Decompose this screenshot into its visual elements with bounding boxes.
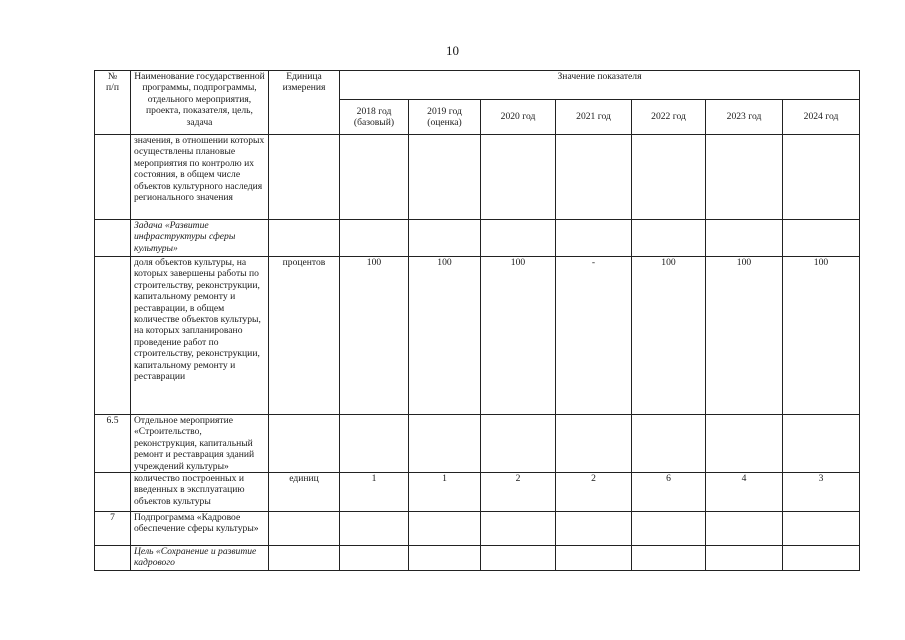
row-value: 100	[340, 257, 409, 415]
row-num: 7	[95, 512, 131, 546]
header-year-label: 2024 год	[803, 111, 839, 123]
row-name: доля объектов культуры, на которых завершены работы по строительству, реконструкции, капитальному ремонту и реставрации, в общем количестве объектов культуры, на которых запланировано проведение работ по строительству, реконструкции, капитальному ремонту и реставрации	[131, 257, 269, 415]
row-value: 2	[556, 473, 632, 512]
row-value: 100	[481, 257, 556, 415]
header-year-label: 2022 год	[651, 111, 686, 123]
header-year	[556, 100, 632, 135]
row-value	[481, 546, 556, 571]
row-value	[556, 512, 632, 546]
header-year-label: 2018 год	[356, 105, 392, 117]
row-num	[95, 257, 131, 415]
row-value	[706, 546, 783, 571]
header-year	[632, 100, 706, 135]
row-value	[632, 220, 706, 257]
row-value: 2	[481, 473, 556, 512]
header-year	[481, 100, 556, 135]
row-name: Цель «Сохранение и развитие кадрового	[131, 546, 269, 571]
table-row	[95, 135, 860, 220]
row-value: 100	[783, 257, 860, 415]
row-value: -	[556, 257, 632, 415]
header-year-sub: (базовый)	[353, 117, 395, 128]
row-num	[95, 546, 131, 571]
row-value	[340, 546, 409, 571]
row-value	[783, 220, 860, 257]
row-unit	[269, 546, 340, 571]
row-value: 4	[706, 473, 783, 512]
row-name: Отдельное мероприятие «Строительство, реконструкция, капитальный ремонт и реставрация зданий учреждений культуры»	[131, 415, 269, 473]
header-year-label: 2021 год	[576, 111, 611, 123]
header-unit: Единица измерения	[269, 71, 340, 135]
row-num	[95, 473, 131, 512]
row-value	[556, 220, 632, 257]
row-num	[95, 220, 131, 257]
table-row	[95, 473, 860, 512]
row-value: 100	[409, 257, 481, 415]
row-unit	[269, 415, 340, 473]
row-value: 1	[409, 473, 481, 512]
header-value-group: Значение показателя	[340, 71, 860, 100]
table-row	[95, 512, 860, 546]
indicator-table	[94, 70, 860, 571]
row-value	[556, 546, 632, 571]
header-year	[409, 100, 481, 135]
row-value	[783, 415, 860, 473]
row-value	[632, 415, 706, 473]
row-unit	[269, 135, 340, 220]
row-value: 1	[340, 473, 409, 512]
row-value: 3	[783, 473, 860, 512]
row-value	[632, 512, 706, 546]
header-year	[783, 100, 860, 135]
row-name: значения, в отношении которых осуществлены плановые мероприятия по контролю их состояния, в общем числе объектов культурного наследия регионального значения	[131, 135, 269, 220]
row-name: количество построенных и введенных в эксплуатацию объектов культуры	[131, 473, 269, 512]
table-row	[95, 257, 860, 415]
page-number: 10	[446, 43, 459, 58]
row-value: 100	[706, 257, 783, 415]
header-year	[706, 100, 783, 135]
header-year	[340, 100, 409, 135]
header-year-label: 2023 год	[726, 111, 762, 123]
row-value	[556, 415, 632, 473]
row-num: 6.5	[95, 415, 131, 473]
row-value	[409, 135, 481, 220]
row-value	[706, 220, 783, 257]
row-value	[340, 135, 409, 220]
row-unit: единиц	[269, 473, 340, 512]
row-num	[95, 135, 131, 220]
row-value	[409, 220, 481, 257]
table-row	[95, 546, 860, 571]
row-value	[556, 135, 632, 220]
row-value	[340, 220, 409, 257]
row-value	[706, 415, 783, 473]
header-year-label: 2020 год	[500, 111, 536, 123]
row-unit: процентов	[269, 257, 340, 415]
row-value	[481, 135, 556, 220]
row-value: 100	[632, 257, 706, 415]
row-value	[706, 512, 783, 546]
row-value	[632, 546, 706, 571]
table-row	[95, 415, 860, 473]
row-value	[340, 512, 409, 546]
row-value	[481, 220, 556, 257]
row-name: Подпрограмма «Кадровое обеспечение сферы культуры»	[131, 512, 269, 546]
header-name: Наименование государственной программы, подпрограммы, отдельного мероприятия, проекта, показателя, цель, задача	[131, 71, 269, 135]
row-value	[409, 415, 481, 473]
row-value	[481, 512, 556, 546]
row-name: Задача «Развитие инфраструктуры сферы культуры»	[131, 220, 269, 257]
header-num: № п/п	[95, 71, 131, 135]
row-value	[340, 415, 409, 473]
row-value	[409, 546, 481, 571]
row-value	[783, 135, 860, 220]
row-value: 6	[632, 473, 706, 512]
row-value	[481, 415, 556, 473]
row-unit	[269, 220, 340, 257]
row-value	[706, 135, 783, 220]
row-unit	[269, 512, 340, 546]
row-value	[783, 546, 860, 571]
row-value	[632, 135, 706, 220]
row-value	[409, 512, 481, 546]
row-value	[783, 512, 860, 546]
table-row	[95, 220, 860, 257]
header-year-label: 2019 год	[427, 105, 462, 117]
header-year-sub: (оценка)	[427, 117, 462, 128]
